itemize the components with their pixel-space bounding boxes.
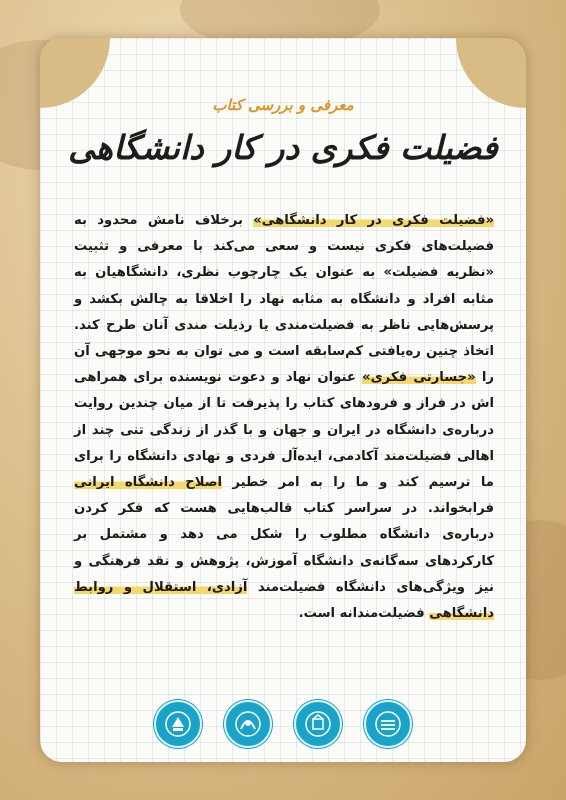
body-text: برخلاف نامش محدود به فضیلت‌های فکری نیست و سعی می‌کند با معرفی و تثبیت «نظریه فضیلت» به عنوان یک چارچوب نظری، دانشگاهیان به مثابه افراد و دانشگاه به مثابه نهاد را اخلاقا به چالش بکشد و پرسش‌هایی ناظر به فضیلت‌مندی یا رذیلت مندی آنان طرح کند. اتخاذ چنین ره‌یافتی کم‌سابقه است و می توان به نحو موجهی آن را [74, 213, 495, 386]
section-kicker: معرفی و بررسی کتاب [212, 96, 354, 114]
body-text: فرابخواند. در سراسر کتاب قالب‌هایی هست که فکر کردن درباره‌ی دانشگاه مطلوب را شکل می دهد و مشتمل بر کارکردهای سه‌گانه‌ی دانشگاه آموزش، پژوهش و نقد فرهنگی و نیز ویژگی‌های دانشگاه فضیلت‌مند [74, 501, 494, 595]
body-highlight: اصلاح دانشگاه ایرانی [74, 475, 223, 491]
body-text: عنوان نهاد و دعوت نویسنده برای همراهی اش در فراز و فرودهای کتاب را پذیرفت تا از میان چندین روایت درباره‌ی دانشگاه در ایران و جهان و با گذر از زندگی تنی چند از اهالی فضیلت‌مند آکادمی، ایده‌آل فردی و نهادی دانشگاه را برای ما ترسیم کند و ما را به امر خطیر [74, 370, 494, 491]
crest-icon [294, 700, 342, 748]
logo-row [40, 700, 526, 748]
crest-icon [364, 700, 412, 748]
body-highlight: آزادی، استقلال و روابط دانشگاهی [74, 579, 494, 622]
body-highlight: «جسارتی فکری» [362, 370, 476, 386]
article-body [74, 208, 494, 627]
crest-icon [224, 700, 272, 748]
body-highlight: «فضیلت فکری در کار دانشگاهی» [253, 213, 494, 228]
body-text: فضیلت‌مندانه است. [298, 606, 430, 622]
page-title: فضیلت فکری در کار دانشگاهی [68, 128, 498, 167]
article-card [40, 38, 526, 762]
crest-icon [154, 700, 202, 748]
